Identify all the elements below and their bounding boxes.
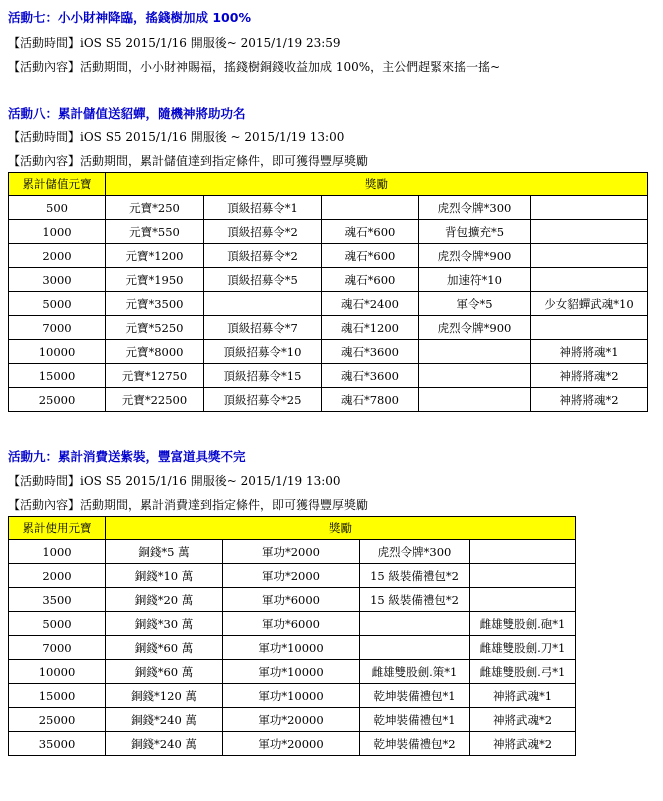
reward-cell: 虎烈令牌*300 bbox=[419, 196, 531, 220]
event8-time: 【活動時間】iOS S5 2015/1/16 開服後 ~ 2015/1/19 13:00 bbox=[8, 130, 345, 144]
table-row bbox=[9, 612, 576, 636]
threshold-cell: 5000 bbox=[9, 612, 106, 636]
reward-cell: 元寶*1950 bbox=[106, 268, 204, 292]
threshold-cell: 3500 bbox=[9, 588, 106, 612]
table-row bbox=[9, 268, 648, 292]
reward-cell: 虎烈令牌*300 bbox=[360, 540, 470, 564]
reward-cell bbox=[204, 292, 322, 316]
threshold-cell: 10000 bbox=[9, 340, 106, 364]
reward-cell: 軍功*10000 bbox=[223, 660, 360, 684]
table-row bbox=[9, 388, 648, 412]
reward-cell: 頂級招募令*5 bbox=[204, 268, 322, 292]
threshold-cell: 15000 bbox=[9, 684, 106, 708]
table-row bbox=[9, 540, 576, 564]
table-row bbox=[9, 588, 576, 612]
reward-cell bbox=[419, 364, 531, 388]
reward-cell: 頂級招募令*10 bbox=[204, 340, 322, 364]
table-row bbox=[9, 292, 648, 316]
reward-cell bbox=[419, 388, 531, 412]
event9-reward-table bbox=[8, 516, 576, 756]
threshold-cell: 3000 bbox=[9, 268, 106, 292]
event8-reward-table bbox=[8, 172, 648, 412]
reward-cell bbox=[470, 588, 576, 612]
reward-cell: 乾坤裝備禮包*1 bbox=[360, 708, 470, 732]
reward-cell bbox=[360, 612, 470, 636]
event7-content: 【活動內容】活動期間，小小財神賜福，搖錢樹銅錢收益加成 100%，主公們趕緊來搖一搖~ bbox=[8, 60, 501, 74]
threshold-cell: 35000 bbox=[9, 732, 106, 756]
table-header-row bbox=[9, 173, 648, 196]
reward-cell bbox=[470, 540, 576, 564]
reward-cell: 魂石*600 bbox=[322, 268, 419, 292]
reward-cell: 軍功*2000 bbox=[223, 540, 360, 564]
event7-title: 活動七：小小財神降臨，搖錢樹加成 100% bbox=[8, 10, 251, 25]
reward-cell bbox=[470, 564, 576, 588]
table-row bbox=[9, 244, 648, 268]
table-row bbox=[9, 364, 648, 388]
threshold-cell: 5000 bbox=[9, 292, 106, 316]
reward-cell: 魂石*2400 bbox=[322, 292, 419, 316]
threshold-cell: 500 bbox=[9, 196, 106, 220]
threshold-cell: 7000 bbox=[9, 636, 106, 660]
event9-content: 【活動內容】活動期間，累計消費達到指定條件，即可獲得豐厚獎勵 bbox=[8, 498, 369, 512]
reward-cell: 銅錢*5 萬 bbox=[106, 540, 223, 564]
threshold-cell: 15000 bbox=[9, 364, 106, 388]
reward-cell: 銅錢*120 萬 bbox=[106, 684, 223, 708]
threshold-cell: 2000 bbox=[9, 564, 106, 588]
threshold-cell: 10000 bbox=[9, 660, 106, 684]
threshold-cell: 2000 bbox=[9, 244, 106, 268]
reward-cell: 背包擴充*5 bbox=[419, 220, 531, 244]
table-row bbox=[9, 684, 576, 708]
reward-cell: 頂級招募令*1 bbox=[204, 196, 322, 220]
reward-cell: 魂石*3600 bbox=[322, 340, 419, 364]
reward-cell: 元寶*1200 bbox=[106, 244, 204, 268]
threshold-cell: 1000 bbox=[9, 220, 106, 244]
reward-cell: 元寶*5250 bbox=[106, 316, 204, 340]
reward-cell: 元寶*3500 bbox=[106, 292, 204, 316]
reward-cell: 銅錢*10 萬 bbox=[106, 564, 223, 588]
reward-cell: 乾坤裝備禮包*2 bbox=[360, 732, 470, 756]
reward-cell: 雌雄雙股劍.策*1 bbox=[360, 660, 470, 684]
reward-cell: 銅錢*240 萬 bbox=[106, 708, 223, 732]
reward-cell: 頂級招募令*15 bbox=[204, 364, 322, 388]
table-row bbox=[9, 340, 648, 364]
table-row bbox=[9, 316, 648, 340]
table-row bbox=[9, 636, 576, 660]
reward-cell bbox=[531, 220, 648, 244]
reward-cell: 軍功*6000 bbox=[223, 588, 360, 612]
reward-cell: 元寶*8000 bbox=[106, 340, 204, 364]
reward-cell: 15 級裝備禮包*2 bbox=[360, 564, 470, 588]
header-cell: 獎勵 bbox=[106, 173, 648, 196]
reward-cell: 軍功*2000 bbox=[223, 564, 360, 588]
table-row bbox=[9, 196, 648, 220]
reward-cell: 魂石*3600 bbox=[322, 364, 419, 388]
reward-cell: 頂級招募令*25 bbox=[204, 388, 322, 412]
header-cell: 獎勵 bbox=[106, 517, 576, 540]
reward-cell: 雌雄雙股劍.弓*1 bbox=[470, 660, 576, 684]
reward-cell: 頂級招募令*2 bbox=[204, 244, 322, 268]
reward-cell: 軍功*10000 bbox=[223, 684, 360, 708]
header-cell: 累計使用元寶 bbox=[9, 517, 106, 540]
reward-cell: 雌雄雙股劍.刀*1 bbox=[470, 636, 576, 660]
reward-cell: 元寶*12750 bbox=[106, 364, 204, 388]
reward-cell: 軍功*20000 bbox=[223, 708, 360, 732]
reward-cell: 神將將魂*2 bbox=[531, 364, 648, 388]
event7-time: 【活動時間】iOS S5 2015/1/16 開服後~ 2015/1/19 23:59 bbox=[8, 36, 341, 50]
reward-cell bbox=[531, 316, 648, 340]
reward-cell: 虎烈令牌*900 bbox=[419, 316, 531, 340]
table-row bbox=[9, 708, 576, 732]
reward-cell: 元寶*250 bbox=[106, 196, 204, 220]
reward-cell: 銅錢*30 萬 bbox=[106, 612, 223, 636]
reward-cell: 乾坤裝備禮包*1 bbox=[360, 684, 470, 708]
reward-cell bbox=[322, 196, 419, 220]
reward-cell: 元寶*550 bbox=[106, 220, 204, 244]
reward-cell: 魂石*600 bbox=[322, 244, 419, 268]
reward-cell bbox=[360, 636, 470, 660]
threshold-cell: 1000 bbox=[9, 540, 106, 564]
reward-cell: 雌雄雙股劍.砲*1 bbox=[470, 612, 576, 636]
threshold-cell: 25000 bbox=[9, 388, 106, 412]
reward-cell: 元寶*22500 bbox=[106, 388, 204, 412]
reward-cell: 銅錢*60 萬 bbox=[106, 660, 223, 684]
event8-content: 【活動內容】活動期間，累計儲值達到指定條件，即可獲得豐厚獎勵 bbox=[8, 154, 369, 168]
reward-cell: 神將將魂*2 bbox=[531, 388, 648, 412]
table-header-row bbox=[9, 517, 576, 540]
reward-cell: 少女貂蟬武魂*10 bbox=[531, 292, 648, 316]
reward-cell: 神將武魂*2 bbox=[470, 708, 576, 732]
threshold-cell: 7000 bbox=[9, 316, 106, 340]
event8-title: 活動八：累計儲值送貂蟬，隨機神將助功名 bbox=[8, 106, 246, 121]
reward-cell: 軍功*10000 bbox=[223, 636, 360, 660]
threshold-cell: 25000 bbox=[9, 708, 106, 732]
table-row bbox=[9, 732, 576, 756]
reward-cell: 頂級招募令*2 bbox=[204, 220, 322, 244]
reward-cell bbox=[531, 268, 648, 292]
table-row bbox=[9, 660, 576, 684]
reward-cell bbox=[419, 340, 531, 364]
reward-cell bbox=[531, 244, 648, 268]
reward-cell: 軍功*20000 bbox=[223, 732, 360, 756]
reward-cell: 銅錢*240 萬 bbox=[106, 732, 223, 756]
reward-cell: 魂石*7800 bbox=[322, 388, 419, 412]
event9-title: 活動九：累計消費送紫裝，豐富道具獎不完 bbox=[8, 449, 246, 464]
reward-cell: 加速符*10 bbox=[419, 268, 531, 292]
table-row bbox=[9, 564, 576, 588]
reward-cell: 銅錢*20 萬 bbox=[106, 588, 223, 612]
reward-cell: 魂石*600 bbox=[322, 220, 419, 244]
reward-cell: 神將將魂*1 bbox=[531, 340, 648, 364]
reward-cell: 虎烈令牌*900 bbox=[419, 244, 531, 268]
reward-cell: 軍令*5 bbox=[419, 292, 531, 316]
reward-cell: 魂石*1200 bbox=[322, 316, 419, 340]
event9-time: 【活動時間】iOS S5 2015/1/16 開服後~ 2015/1/19 13:00 bbox=[8, 474, 341, 488]
reward-cell: 軍功*6000 bbox=[223, 612, 360, 636]
header-cell: 累計儲值元寶 bbox=[9, 173, 106, 196]
reward-cell: 銅錢*60 萬 bbox=[106, 636, 223, 660]
reward-cell: 15 級裝備禮包*2 bbox=[360, 588, 470, 612]
table-row bbox=[9, 220, 648, 244]
reward-cell: 頂級招募令*7 bbox=[204, 316, 322, 340]
reward-cell: 神將武魂*1 bbox=[470, 684, 576, 708]
reward-cell bbox=[531, 196, 648, 220]
reward-cell: 神將武魂*2 bbox=[470, 732, 576, 756]
